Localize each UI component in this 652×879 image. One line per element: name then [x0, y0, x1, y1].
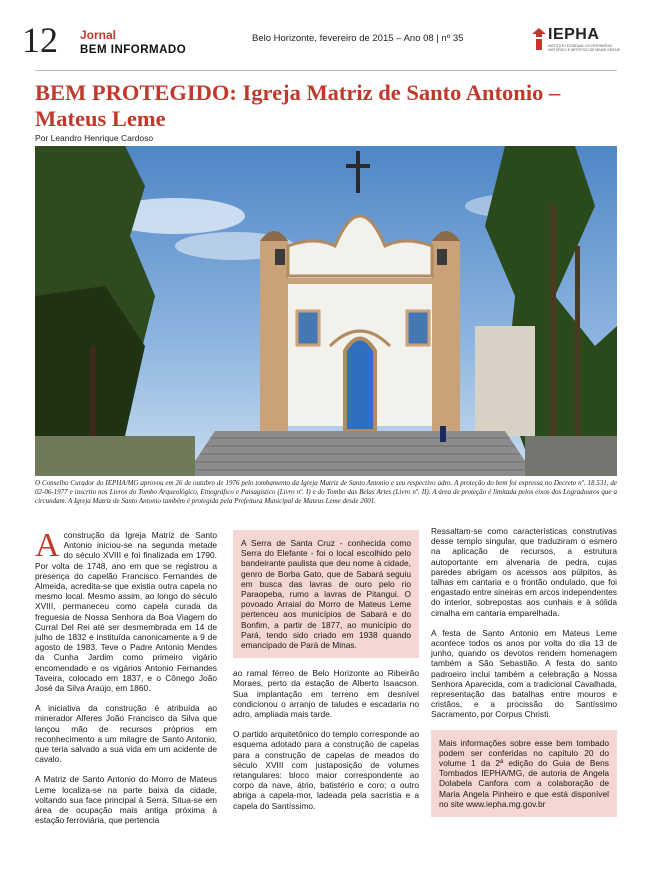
col1-paragraph-2: A iniciativa da construção é atribuída ao minerador Alferes João Francisco da Silva que lançou mão de recursos próprios em reconhecimento a um milagre de Santo Antonio, que teria salvado a sua vida em um acidente de cavalo.: [35, 703, 217, 765]
journal-label: Jornal: [80, 28, 117, 42]
church-photo: [35, 146, 617, 476]
column-3: [431, 526, 617, 817]
iepha-emblem-icon: [532, 28, 546, 50]
column-2: [233, 530, 419, 821]
column-1: [35, 527, 217, 835]
col3-paragraph-2: A festa de Santo Antonio em Mateus Leme acontece todos os anos por volta do dia 13 de junho, quando os devotos rendem homenagem também a São Sebastião. A festa do santo padroeiro inclui também a celebração a Nossa Senhora Aparecida, com a tradicional Cavalhada, representação das batalhas entre mouros e cristãos, e a procissão do Santíssimo Sacramento, por Corpus Christi.: [431, 627, 617, 720]
journal-name: BEM INFORMADO: [80, 44, 187, 56]
col1-p1-text: construção da Igreja Matriz de Santo Antonio iniciou-se na segunda metade do século XVIII e foi finalizada em 1790. Por volta de 1748, ano em que se registrou a presença do capelão Francisco Fernandes de Almeida, acredita-se que existia outra capela no mesmo local. Mesmo assim, ao longo do século XVIII, permaneceu como capela curada da freguesia de Nossa Senhora da Boa Viagem do Curral Del Rei até ser desmembrada em 14 de julho de 1832 e instituída canonicamente a 9 de agosto de 1983. Teve o Padre Antonio Mendes da Cunha Jardim como primeiro vigário encomendado e os vigários Antonio Fernandes Taveira, colocado em 1837, e o Cônego João José da Silva Araújo, em 1860.: [35, 530, 217, 694]
logo-text: IEPHA: [548, 26, 600, 43]
logo-subtitle: INSTITUTO ESTADUAL DO PATRIMÔNIO HISTÓRICO E ARTÍSTICO DE MINAS GERAIS: [548, 44, 620, 52]
serra-info-box: [233, 530, 419, 658]
article-byline: Por Leandro Henrique Cardoso: [35, 133, 154, 143]
drop-cap: A: [35, 527, 60, 564]
header-divider: [35, 70, 617, 71]
more-info-box: [431, 730, 617, 817]
col1-paragraph-1: [35, 527, 217, 694]
col2-paragraph-2: O partido arquitetônico do templo corresponde ao esquema adotado para a construção de capelas para a construção de capelas de meados do século XVIII com justaposição de volumes retangulares: bloco maior correspondente ao corpo da nave, átrio, batistério e coro; o outro abriga a capela-mor, ladeada pela sacristia e a capela do Santíssimo.: [233, 729, 419, 811]
col1-paragraph-3: A Matriz de Santo Antonio do Morro de Mateus Leme localiza-se na parte baixa da cidade, voltando sua face principal à Serra. Situa-se em área de ocupação mais antiga próxima à estação ferroviária, que pertencia: [35, 774, 217, 826]
col2-paragraph-1: ao ramal férreo de Belo Horizonte ao Ribeirão Moraes, perto da estação de Alberto Isaacson. Sua implantação em terreno em desnível condicionou o arranjo de taludes e escadaria no adro, ampliada mais tarde.: [233, 668, 419, 720]
page-number: 12: [22, 20, 58, 60]
col3-paragraph-1: Ressaltam-se como características construtivas desse templo singular, que traduziram o esmero na aplicação de recursos, a estrutura autoportante em alvenaria de pedra, cujas paredes abrigam os acessos aos púlpitos, às talhas em cantaria e o frontão ondulado, que foi engastado entre sineiras em arcos independentes do interior, sobrepostas aos cunhais e à sólida cimalha em cantaria emparelhada.: [431, 526, 617, 618]
issue-meta: Belo Horizonte, fevereiro de 2015 – Ano 08 | nº 35: [252, 33, 464, 44]
iepha-logo: [532, 26, 624, 56]
photo-caption: O Conselho Curador do IEPHA/MG aprovou em 26 de outubro de 1976 pelo tombamento da Igreja Matriz de Santo Antonio e seu respectivo adro. A proteção do bem foi expressa no Decreto nº. 18.531, de 02-06-1977 e inscrito nos Livros do Tombo Arqueológico, Etnográfico e Paisagístico (Livro nº. I) e do Tombo das Belas Artes (Livro nº. II). A área de proteção é limitada pelos eixos dos Logradouros que a circundam. A Igreja Matriz de Santo Antonio também é protegida pela Prefeitura Municipal de Mateus Leme desde 2001.: [35, 479, 617, 506]
article-title: BEM PROTEGIDO: Igreja Matriz de Santo Antonio – Mateus Leme: [35, 80, 561, 131]
more-info-text: Mais informações sobre esse bem tombado podem ser conferidas no capítulo 20 do volume 1 da 2ª edição do Guia de Bens Tombados IEPHA/MG, de autoria de Angela Dolabela Canfora com a colaboração de Maria Angela Pinheiro e que está disponível no site www.iepha.mg.gov.br: [439, 737, 609, 809]
serra-box-text: A Serra de Santa Cruz - conhecida como Serra do Elefante - foi o local escolhido pelo bandeirante paulista que deu nome à cidade, genro de Borba Gato, que de Sabará seguiu em busca das lavras de ouro pelo rio Paraopeba, rumo a lavras de Pitangui. O povoado Arraial do Morro de Mateus Leme pertenceu aos municípios de Sabará e do Bonfim, a partir de 1877, ao município do Pará, tendo sido criado em 1938 quando emancipado de Pará de Minas.: [241, 538, 411, 651]
